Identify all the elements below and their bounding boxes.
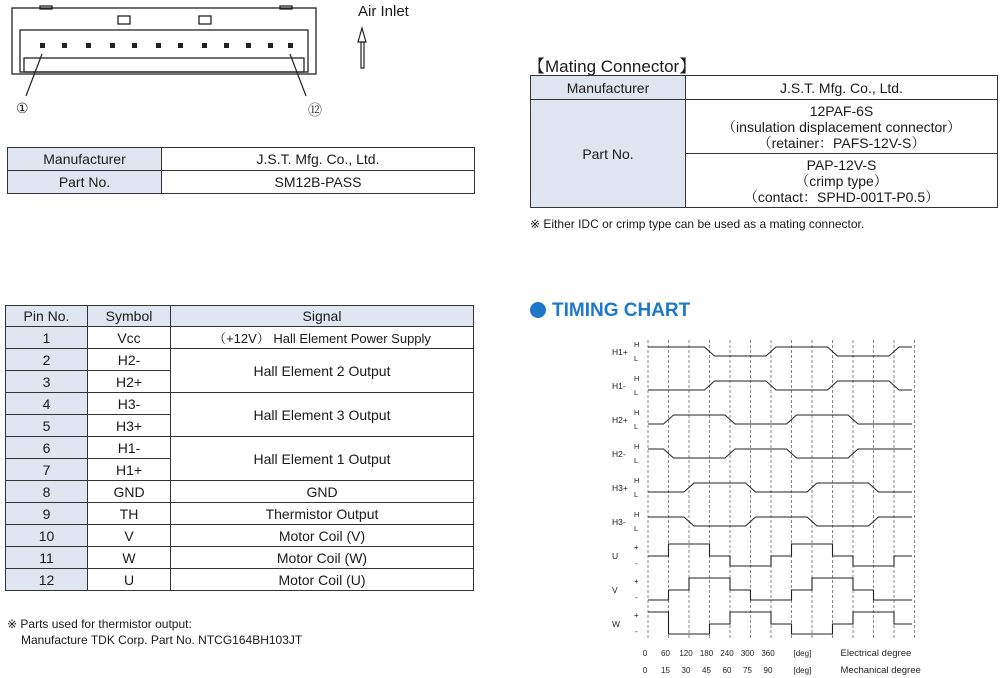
electrical-axis-label: Electrical degree — [840, 648, 912, 659]
signal-header: Signal — [171, 306, 474, 327]
signal-hall-1: Hall Element 1 Output — [171, 437, 474, 481]
signal-gnd: GND — [171, 481, 474, 503]
pin-12-marker: ⑫ — [308, 102, 322, 118]
pin-symbol: H3- — [88, 393, 171, 415]
pin-number: 11 — [6, 547, 88, 569]
level-high-label: H — [634, 510, 640, 519]
hall-waveform-H2+ — [648, 415, 912, 424]
electrical-tick-label: 240 — [720, 649, 734, 658]
level-low-label: L — [634, 456, 639, 465]
level-plus-label: + — [634, 577, 639, 586]
signal-label-U: U — [612, 551, 619, 561]
crimp-type: （crimp type） — [795, 172, 888, 189]
pin-number: 3 — [6, 371, 88, 393]
signal-hall-3: Hall Element 3 Output — [171, 393, 474, 437]
crimp-part-cell — [686, 154, 998, 208]
pin-symbol: U — [88, 569, 171, 591]
mechanical-tick-label: 0 — [642, 666, 648, 675]
pin-number: 5 — [6, 415, 88, 437]
mechanical-tick-label: 75 — [743, 666, 752, 675]
signal-coil-u: Motor Coil (U) — [171, 569, 474, 591]
electrical-tick-label: 60 — [661, 649, 670, 658]
mating-manufacturer-label: Manufacturer — [531, 76, 686, 100]
electrical-tick-label: 300 — [740, 649, 755, 658]
part-value: SM12B-PASS — [162, 171, 475, 194]
signal-hall-2: Hall Element 2 Output — [171, 349, 474, 393]
level-minus-label: - — [635, 559, 638, 568]
bullet-icon — [530, 302, 546, 318]
level-low-label: L — [634, 524, 639, 533]
hall-waveform-H1- — [648, 381, 912, 390]
pin-1-marker: ① — [16, 100, 29, 116]
mechanical-unit-label: [deg] — [793, 666, 812, 675]
mating-note: ※ Either IDC or crimp type can be used as a mating connector. — [530, 217, 865, 231]
pin-symbol: H1- — [88, 437, 171, 459]
pin-header: Pin No. — [6, 306, 88, 327]
pin-symbol: H1+ — [88, 459, 171, 481]
pin-table — [5, 305, 474, 591]
thermistor-note-line-1: ※ Parts used for thermistor output: — [7, 617, 192, 631]
level-low-label: L — [634, 422, 639, 431]
mating-part-label: Part No. — [531, 100, 686, 208]
mechanical-tick-label: 15 — [661, 666, 670, 675]
signal-label-H2+: H2+ — [612, 415, 628, 425]
coil-waveform-U — [648, 544, 912, 566]
idc-part-number: 12PAF-6S — [809, 102, 874, 119]
symbol-header: Symbol — [88, 306, 171, 327]
pin-number: 9 — [6, 503, 88, 525]
level-high-label: H — [634, 408, 640, 417]
pin-symbol: H2+ — [88, 371, 171, 393]
level-low-label: L — [634, 388, 639, 397]
mating-manufacturer-value: J.S.T. Mfg. Co., Ltd. — [686, 76, 998, 100]
pin-symbol: TH — [88, 503, 171, 525]
pin-number: 1 — [6, 327, 88, 349]
signal-label-H1+: H1+ — [612, 347, 628, 357]
signal-thermistor: Thermistor Output — [171, 503, 474, 525]
pin-number: 7 — [6, 459, 88, 481]
mating-table — [530, 75, 998, 208]
crimp-contact: （contact：SPHD-001T-P0.5） — [743, 188, 940, 205]
signal-coil-w: Motor Coil (W) — [171, 547, 474, 569]
timing-title-text: TIMING CHART — [552, 300, 691, 321]
signal-label-H3-: H3- — [612, 517, 626, 527]
coil-waveform-W — [648, 612, 912, 634]
electrical-tick-label: 180 — [699, 649, 714, 658]
coil-waveform-V — [648, 578, 912, 600]
signal-label-H3+: H3+ — [612, 483, 628, 493]
pin-number: 8 — [6, 481, 88, 503]
hall-waveform-H3- — [648, 517, 912, 526]
signal-label-W: W — [612, 619, 621, 629]
thermistor-note-line-2: Manufacture TDK Corp. Part No. NTCG164BH103JT — [21, 633, 303, 647]
pin-number: 6 — [6, 437, 88, 459]
pin-symbol: H2- — [88, 349, 171, 371]
part-label: Part No. — [8, 171, 162, 194]
electrical-tick-label: 120 — [679, 649, 693, 658]
signal-coil-v: Motor Coil (V) — [171, 525, 474, 547]
signal-label-V: V — [612, 585, 618, 595]
level-low-label: L — [634, 490, 639, 499]
pin-number: 4 — [6, 393, 88, 415]
signal-label-H2-: H2- — [612, 449, 626, 459]
idc-part-cell — [686, 100, 998, 154]
idc-type: （insulation displacement connector） — [722, 118, 961, 135]
hall-waveform-H2- — [648, 449, 912, 458]
timing-title — [530, 300, 690, 322]
hall-waveform-H3+ — [648, 483, 912, 492]
connector-table — [7, 147, 475, 194]
level-minus-label: - — [635, 627, 638, 636]
level-low-label: L — [634, 354, 639, 363]
mechanical-tick-label: 90 — [763, 666, 773, 675]
pin-number: 2 — [6, 349, 88, 371]
pin-symbol: GND — [88, 481, 171, 503]
hall-waveform-H1+ — [648, 347, 912, 356]
mechanical-tick-label: 60 — [722, 666, 732, 675]
mechanical-tick-label: 45 — [702, 666, 711, 675]
pin-number: 12 — [6, 569, 88, 591]
crimp-part-number: PAP-12V-S — [806, 156, 877, 173]
level-high-label: H — [634, 374, 640, 383]
manufacturer-label: Manufacturer — [8, 148, 162, 171]
level-high-label: H — [634, 340, 640, 349]
level-high-label: H — [634, 442, 640, 451]
mating-title: 【Mating Connector】 — [528, 57, 697, 76]
electrical-tick-label: 0 — [642, 649, 648, 658]
idc-retainer: （retainer：PAFS-12V-S） — [757, 134, 926, 151]
mechanical-tick-label: 30 — [681, 666, 691, 675]
pin-symbol: V — [88, 525, 171, 547]
level-plus-label: + — [634, 611, 639, 620]
mechanical-axis-label: Mechanical degree — [840, 665, 921, 676]
level-high-label: H — [634, 476, 640, 485]
signal-vcc: （+12V） Hall Element Power Supply — [171, 327, 474, 349]
pin-symbol: Vcc — [88, 327, 171, 349]
level-plus-label: + — [634, 543, 639, 552]
timing-chart — [600, 330, 930, 678]
pin-number: 10 — [6, 525, 88, 547]
signal-label-H1-: H1- — [612, 381, 626, 391]
electrical-tick-label: 360 — [761, 649, 775, 658]
level-minus-label: - — [635, 593, 638, 602]
pin-symbol: W — [88, 547, 171, 569]
manufacturer-value: J.S.T. Mfg. Co., Ltd. — [162, 148, 475, 171]
electrical-unit-label: [deg] — [793, 649, 812, 658]
pin-symbol: H3+ — [88, 415, 171, 437]
air-inlet-label: Air Inlet — [358, 3, 409, 20]
